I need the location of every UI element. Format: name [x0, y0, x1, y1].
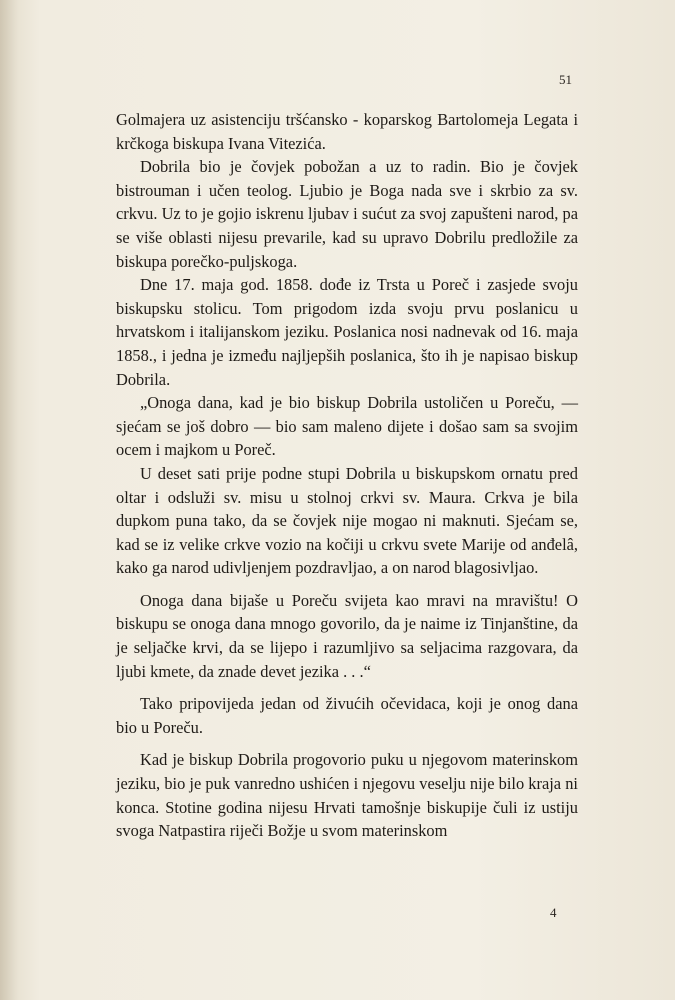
- paragraph-3: Dne 17. maja god. 1858. dođe iz Trsta u Poreč i zasjede svoju biskupsku stolicu. Tom prigodom izda svoju prvu poslanicu u hrvatskom i italijanskom jeziku. Poslanica nosi nadnevak od 16. maja 1858., i jedna je između najljepših poslanica, što ih je napisao biskup Dobrila.: [116, 275, 578, 389]
- paragraph-1: Golmajera uz asistenciju tršćansko - koparskog Bartolomeja Legata i krčkoga biskupa Ivana Vitezića.: [116, 110, 578, 153]
- paragraph-2: Dobrila bio je čovjek pobožan a uz to radin. Bio je čovjek bistrouman i učen teolog. Ljubio je Boga nada sve i skrbio za sv. crkvu. Uz to je gojio iskrenu ljubav i sućut za svoj zapušteni narod, pa se više oblasti nijesu prevarile, kad su upravo Dobrilu predložile za biskupa porečko-puljskoga.: [116, 157, 578, 271]
- paragraph-6: Onoga dana bijaše u Poreču svijeta kao mravi na mravištu! O biskupu se onoga dana mnogo govorilo, da je naime iz Tinjanštine, da je seljačke krvi, da se lijepo i razumljivo sa seljacima razgovara, da ljubi kmete, da znade devet jezika . . .“: [116, 590, 578, 681]
- paragraph-5: U deset sati prije podne stupi Dobrila u biskupskom ornatu pred oltar i odsluži sv. misu u stolnoj crkvi sv. Maura. Crkva je bila dupkom puna tako, da se čovjek nije mogao ni maknuti. Sjećam se, kad se iz velike crkve vozio na kočiji u crkvu svete Marije od anđelâ, kako ga narod udivljenjem pozdravljao, a on narod blagosivljao.: [116, 463, 578, 578]
- page-number: 51: [559, 72, 572, 87]
- paragraph-7: Tako pripovijeda jedan od živućih očevidaca, koji je onog dana bio u Poreču.: [116, 694, 578, 737]
- signature-mark: 4: [550, 905, 557, 920]
- body-text: [116, 108, 578, 843]
- paragraph-4: „Onoga dana, kad je bio biskup Dobrila ustoličen u Poreču, — sjećam se još dobro — bio sam maleno dijete i došao sam sa svojim ocem i majkom u Poreč.: [116, 393, 578, 460]
- paragraph-8: Kad je biskup Dobrila progovorio puku u njegovom materinskom jeziku, bio je puk vanredno ushićen i njegovu veselju nije bilo kraja ni konca. Stotine godina nijesu Hrvati tamošnje biskupije čuli iz ustiju svoga Natpastira riječi Božje u svom materinskom: [116, 750, 578, 841]
